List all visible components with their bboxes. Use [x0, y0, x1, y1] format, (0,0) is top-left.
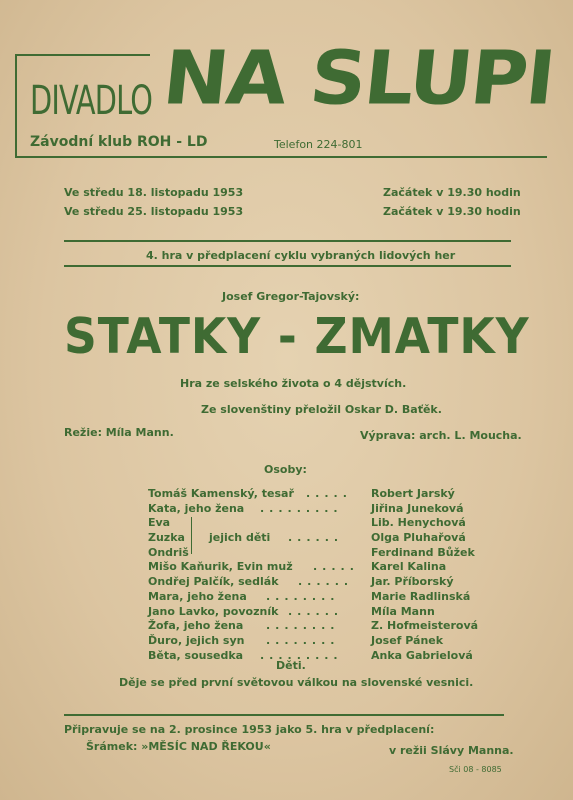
design: Výprava: arch. L. Moucha.	[360, 429, 522, 442]
role: Eva	[148, 516, 171, 530]
cast-row	[148, 590, 488, 605]
header-frame-left	[15, 54, 17, 158]
start-2: Začátek v 19.30 hodin	[383, 205, 521, 218]
actor: Karel Kalina	[371, 560, 447, 574]
start-1: Začátek v 19.30 hodin	[383, 186, 521, 199]
dots-leader: ........	[266, 589, 340, 603]
print-number: Sči 08 - 8085	[449, 765, 502, 774]
next-production: Připravuje se na 2. prosince 1953 jako 5. hra v předplacení:	[64, 723, 435, 736]
dots-leader: .....	[306, 487, 352, 500]
play-title: STATKY - ZMATKY	[64, 308, 530, 365]
cycle-note: 4. hra v předplacení cyklu vybraných lidových her	[146, 249, 456, 262]
cast-row	[148, 619, 488, 634]
next-director: v režii Slávy Manna.	[389, 744, 514, 757]
cast-row	[148, 531, 488, 546]
club-name: Závodní klub ROH - LD	[30, 134, 208, 150]
children-note: Děti.	[276, 659, 306, 672]
role: Zuzka	[148, 531, 185, 545]
author: Josef Gregor-Tajovský:	[222, 290, 360, 303]
cast-row	[148, 634, 488, 649]
actor: Josef Pánek	[371, 633, 444, 647]
role: Žofa, jeho žena	[148, 619, 244, 633]
role: Mara, jeho žena	[148, 589, 247, 603]
role: Ondriš	[148, 545, 189, 559]
theatre-name: NA SLUPI	[159, 36, 558, 122]
cast-list	[148, 487, 488, 663]
actor: Jiřina Juneková	[371, 501, 464, 515]
role: Ondřej Palčík, sedlák	[148, 575, 279, 589]
role: Tomáš Kamenský, tesař	[148, 487, 294, 500]
rule-bottom	[64, 265, 511, 267]
cast-row	[148, 487, 488, 502]
actor: Z. Hofmeisterová	[371, 619, 479, 633]
cast-row	[148, 575, 488, 590]
next-play: Šrámek: »MĚSÍC NAD ŘEKOU«	[86, 740, 271, 753]
cast-row	[148, 605, 488, 620]
actor: Lib. Henychová	[371, 516, 466, 530]
dots-leader: ........	[266, 619, 340, 633]
phone: Telefon 224-801	[274, 138, 363, 151]
actor: Marie Radlinská	[371, 589, 471, 603]
children-bracket	[191, 517, 192, 554]
cast-row	[148, 516, 488, 531]
role: Ďuro, jejich syn	[148, 633, 245, 647]
cast-heading: Osoby:	[264, 463, 307, 476]
actor: Olga Pluhařová	[371, 531, 466, 545]
actor: Jar. Příborský	[371, 575, 454, 589]
actor: Ferdinand Bůžek	[371, 545, 475, 559]
children-label: jejich děti	[209, 531, 271, 545]
setting: Děje se před první světovou válkou na slovenské vesnici.	[119, 676, 474, 689]
director: Režie: Míla Mann.	[64, 426, 174, 439]
role: Jano Lavko, povozník	[148, 604, 279, 618]
dots-leader: ........	[266, 633, 340, 647]
role: Mišo Kaňurik, Evin muž	[148, 560, 293, 574]
header-frame-top-left	[15, 54, 150, 56]
dots-leader: ......	[298, 575, 354, 589]
cast-row	[148, 649, 488, 664]
date-1: Ve středu 18. listopadu 1953	[64, 186, 244, 199]
dots-leader: ......	[288, 531, 344, 545]
footer-rule	[64, 714, 504, 716]
actor: Míla Mann	[371, 604, 435, 618]
dots-leader: .........	[260, 648, 343, 662]
translation: Ze slovenštiny přeložil Oskar D. Baťěk.	[201, 403, 442, 416]
cast-row	[148, 546, 488, 561]
role: Kata, jeho žena	[148, 501, 245, 515]
dots-leader: ......	[288, 604, 344, 618]
actor: Robert Jarský	[371, 487, 455, 500]
actor: Anka Gabrielová	[371, 648, 473, 662]
role: Běta, sousedka	[148, 648, 244, 662]
dots-leader: .....	[313, 560, 359, 574]
header-frame-bottom	[15, 156, 547, 158]
theatre-word: DIVADLO	[30, 78, 153, 124]
dots-leader: .........	[260, 501, 343, 515]
rule-top	[64, 240, 511, 242]
subtitle: Hra ze selského života o 4 dějstvích.	[180, 377, 407, 390]
date-2: Ve středu 25. listopadu 1953	[64, 205, 244, 218]
cast-row	[148, 502, 488, 517]
cast-row	[148, 560, 488, 575]
